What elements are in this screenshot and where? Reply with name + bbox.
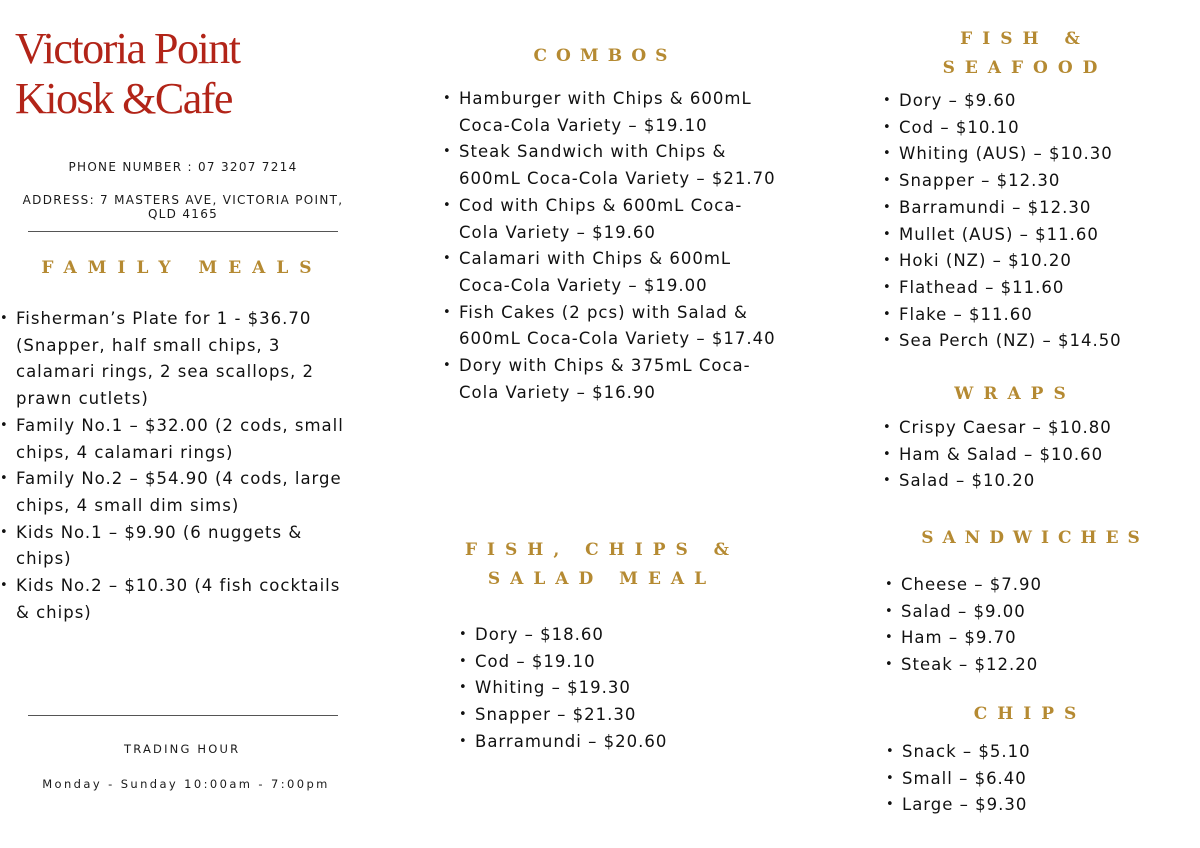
menu-item: • Family No.1 – $32.00 (2 cods, small chips, 4 calamari rings) <box>0 413 350 466</box>
menu-item: • Crispy Caesar – $10.80 <box>883 415 1183 442</box>
menu-item: • Steak – $12.20 <box>885 652 1185 679</box>
menu-item: • Fisherman’s Plate for 1 - $36.70 (Snapper, half small chips, 3 calamari rings, 2 sea scallops, 2 prawn cutlets) <box>0 306 350 413</box>
menu-item: • Steak Sandwich with Chips & 600mL Coca-Cola Variety – $21.70 <box>443 139 778 192</box>
menu-item: • Kids No.2 – $10.30 (4 fish cocktails & chips) <box>0 573 350 626</box>
cafe-title-line2: Kiosk &Cafe <box>15 74 232 123</box>
menu-item: • Barramundi – $12.30 <box>883 195 1183 222</box>
sandwiches-heading: SANDWICHES <box>921 528 1149 548</box>
menu-item: • Whiting – $19.30 <box>459 675 759 702</box>
fish-chips-salad-list <box>459 622 759 756</box>
menu-item: • Snapper – $12.30 <box>883 168 1183 195</box>
fish-seafood-heading-line1: FISH & <box>960 29 1090 49</box>
menu-item: • Mullet (AUS) – $11.60 <box>883 222 1183 249</box>
phone-number: PHONE NUMBER : 07 3207 7214 <box>68 160 298 174</box>
menu-item: • Large – $9.30 <box>886 792 1186 819</box>
menu-item: • Cod – $19.10 <box>459 649 759 676</box>
trading-hour-label: TRADING HOUR <box>124 742 241 756</box>
family-meals-heading: FAMILY MEALS <box>41 258 323 278</box>
menu-item: • Fish Cakes (2 pcs) with Salad & 600mL Coca-Cola Variety – $17.40 <box>443 300 778 353</box>
menu-item: • Sea Perch (NZ) – $14.50 <box>883 328 1183 355</box>
menu-item: • Small – $6.40 <box>886 766 1186 793</box>
menu-item: • Snapper – $21.30 <box>459 702 759 729</box>
divider-top <box>28 231 338 232</box>
fish-chips-salad-heading-line1: FISH, CHIPS & <box>464 540 740 560</box>
address: ADDRESS: 7 MASTERS AVE, VICTORIA POINT, QLD 4165 <box>22 193 344 221</box>
cafe-title <box>15 24 239 124</box>
menu-item: • Hamburger with Chips & 600mL Coca-Cola Variety – $19.10 <box>443 86 778 139</box>
wraps-list <box>883 415 1183 495</box>
fish-seafood-list <box>883 88 1183 355</box>
fish-chips-salad-heading <box>452 536 752 594</box>
menu-item: • Cheese – $7.90 <box>885 572 1185 599</box>
chips-heading: CHIPS <box>973 704 1087 724</box>
fish-chips-salad-heading-line2: SALAD MEAL <box>487 569 717 589</box>
menu-item: • Barramundi – $20.60 <box>459 729 759 756</box>
menu-item: • Dory with Chips & 375mL Coca-Cola Variety – $16.90 <box>443 353 778 406</box>
fish-seafood-heading <box>925 25 1125 83</box>
menu-item: • Flathead – $11.60 <box>883 275 1183 302</box>
menu-item: • Flake – $11.60 <box>883 302 1183 329</box>
menu-item: • Dory – $18.60 <box>459 622 759 649</box>
menu-item: • Salad – $9.00 <box>885 599 1185 626</box>
menu-item: • Ham – $9.70 <box>885 625 1185 652</box>
menu-item: • Ham & Salad – $10.60 <box>883 442 1183 469</box>
menu-item: • Family No.2 – $54.90 (4 cods, large chips, 4 small dim sims) <box>0 466 350 519</box>
wraps-heading: WRAPS <box>954 384 1076 404</box>
combos-heading: COMBOS <box>533 46 677 66</box>
menu-item: • Dory – $9.60 <box>883 88 1183 115</box>
menu-item: • Whiting (AUS) – $10.30 <box>883 141 1183 168</box>
menu-item: • Cod – $10.10 <box>883 115 1183 142</box>
chips-list <box>886 739 1186 819</box>
family-meals-list <box>0 306 350 626</box>
fish-seafood-heading-line2: SEAFOOD <box>942 58 1108 78</box>
cafe-title-line1: Victoria Point <box>15 24 240 73</box>
menu-item: • Calamari with Chips & 600mL Coca-Cola Variety – $19.00 <box>443 246 778 299</box>
menu-item: • Cod with Chips & 600mL Coca-Cola Variety – $19.60 <box>443 193 778 246</box>
sandwiches-list <box>885 572 1185 679</box>
menu-item: • Hoki (NZ) – $10.20 <box>883 248 1183 275</box>
combos-list <box>443 86 778 406</box>
menu-item: • Salad – $10.20 <box>883 468 1183 495</box>
divider-bottom <box>28 715 338 716</box>
trading-hours: Monday - Sunday 10:00am - 7:00pm <box>42 777 330 791</box>
menu-item: • Snack – $5.10 <box>886 739 1186 766</box>
menu-item: • Kids No.1 – $9.90 (6 nuggets & chips) <box>0 520 350 573</box>
